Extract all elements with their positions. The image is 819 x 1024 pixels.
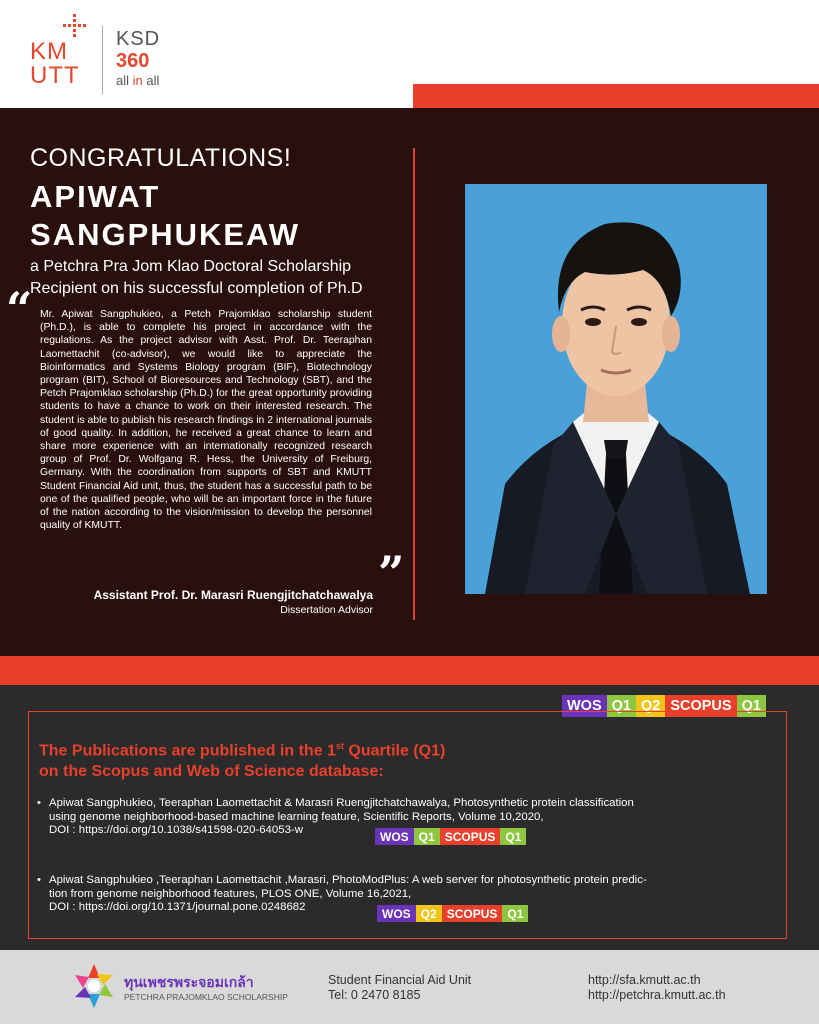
publications-heading	[39, 736, 639, 782]
portrait-photo	[465, 184, 767, 594]
ksd-tagline-a: all	[116, 73, 133, 88]
kmutt-logo-line2: UTT	[30, 62, 80, 89]
advisor-name: Assistant Prof. Dr. Marasri Ruengjitchatchawalya	[93, 588, 373, 602]
badge-wos: WOS	[562, 695, 607, 717]
heading-part-a: The Publications are published in the 1	[39, 742, 336, 760]
footer	[0, 950, 819, 1024]
publication-badges	[375, 828, 526, 845]
publication-line1: Apiwat Sangphukieo ,Teeraphan Laomettachit ,Marasri, PhotoModPlus: A web server for photosynthetic protein predic-	[49, 874, 647, 886]
footer-brand-thai: ทุนเพชรพระจอมเกล้า	[124, 974, 254, 990]
quote-text: Mr. Apiwat Sangphukieo, a Petch Prajomklao scholarship student (Ph.D.), is able to complete his project in accordance with the regulations. As the project advisor with Asst. Prof. Dr. Teeraphan Laomettachit (co-advisor), we would like to appreciate the Bioinformatics and Systems Biology program (BIF), Biotechnology program (BIT), School of Bioresources and Technology (SBT), and the Petch Prajomklao scholarship (Ph.D.) for the great opportunity providing students to have a chance to work on their interested research. The student is able to publish his research findings in 2 international journals of good quality. In addition, he received a great chance to learn and share more experience with an internationally recognized research group of Prof. Dr. Wolfgang R. Hess, the University of Freiburg, Germany. With the coordination from supports of SBT and KMUTT Student Financial Aid unit, thus, the student has a successful path to be one of the qualified people, who will be an important force in the future of the nation according to the vision/mission to develop the personnel quality of KMUTT.	[40, 309, 372, 532]
footer-brand-english: PETCHRA PRAJOMKLAO SCHOLARSHIP	[124, 992, 288, 1002]
kmutt-logo	[30, 14, 100, 94]
orange-band	[0, 656, 819, 685]
footer-unit-name: Student Financial Aid Unit	[328, 973, 472, 987]
hero-subtitle: a Petchra Pra Jom Klao Doctoral Scholarship Recipient on his successful completion of Ph.D	[30, 258, 363, 297]
badge-q2: Q2	[416, 905, 442, 922]
footer-link-petchra[interactable]: http://petchra.kmutt.ac.th	[588, 988, 726, 1002]
bullet-icon: •	[37, 797, 41, 809]
divider-line	[413, 148, 415, 620]
recipient-name-line1: APIWAT	[30, 179, 161, 214]
badge-q1: Q1	[414, 828, 440, 845]
badge-wos: WOS	[377, 905, 416, 922]
logo-divider	[102, 26, 103, 94]
bullet-icon: •	[37, 874, 41, 886]
badge-q1: Q1	[500, 828, 526, 845]
kmutt-logo-line1: KM	[30, 38, 68, 65]
publication-line2: tion from genome neighborhood features, PLOS ONE, Volume 16,2021,	[49, 887, 412, 900]
ksd-logo-line1: KSD	[116, 28, 161, 50]
congrats-title: CONGRATULATIONS!	[30, 144, 292, 172]
badge-scopus: SCOPUS	[665, 695, 736, 717]
badge-q1: Q1	[607, 695, 636, 717]
publication-line2: using genome neighborhood-based machine learning feature, Scientific Reports, Volume 10,2020,	[49, 810, 544, 823]
publication-line1: Apiwat Sangphukieo, Teeraphan Laomettachit & Marasri Ruengjitchatchawalya, Photosynthetic protein classification	[49, 797, 634, 809]
badge-q2: Q2	[636, 695, 665, 717]
portrait-illustration	[465, 184, 767, 594]
ksd-tagline	[116, 72, 160, 90]
footer-link-sfa[interactable]: http://sfa.kmutt.ac.th	[588, 973, 701, 987]
badge-scopus: SCOPUS	[442, 905, 503, 922]
heading-sup: st	[335, 741, 344, 751]
quote-close-icon: ”	[378, 546, 405, 600]
footer-links	[588, 973, 726, 1003]
recipient-name	[30, 178, 390, 254]
recipient-name-line2: SANGPHUKEAW	[30, 217, 301, 252]
ksd-tagline-b: all	[142, 73, 160, 88]
hero-section	[0, 108, 819, 656]
advisor-role: Dissertation Advisor	[280, 604, 373, 616]
ksd360-logo	[116, 28, 160, 90]
quote-open-icon: “	[6, 282, 33, 336]
ksd-logo-line2: 360	[116, 50, 150, 72]
badge-q1: Q1	[737, 695, 766, 717]
footer-contact	[328, 973, 471, 1003]
footer-tel: Tel: 0 2470 8185	[328, 988, 421, 1002]
publication-badges	[377, 905, 528, 922]
badge-scopus: SCOPUS	[440, 828, 501, 845]
heading-part-c: on the Scopus and Web of Science database:	[39, 763, 384, 781]
petchra-scholarship-logo-icon	[70, 962, 118, 1010]
publications-box	[28, 711, 787, 939]
badge-wos: WOS	[375, 828, 414, 845]
publication-doi[interactable]: DOI : https://doi.org/10.1038/s41598-020-64053-w	[49, 824, 303, 836]
heading-part-b: Quartile (Q1)	[343, 742, 446, 760]
ksd-tagline-in: in	[132, 73, 143, 88]
publication-doi[interactable]: DOI : https://doi.org/10.1371/journal.pone.0248682	[49, 901, 306, 913]
badge-q1: Q1	[502, 905, 528, 922]
